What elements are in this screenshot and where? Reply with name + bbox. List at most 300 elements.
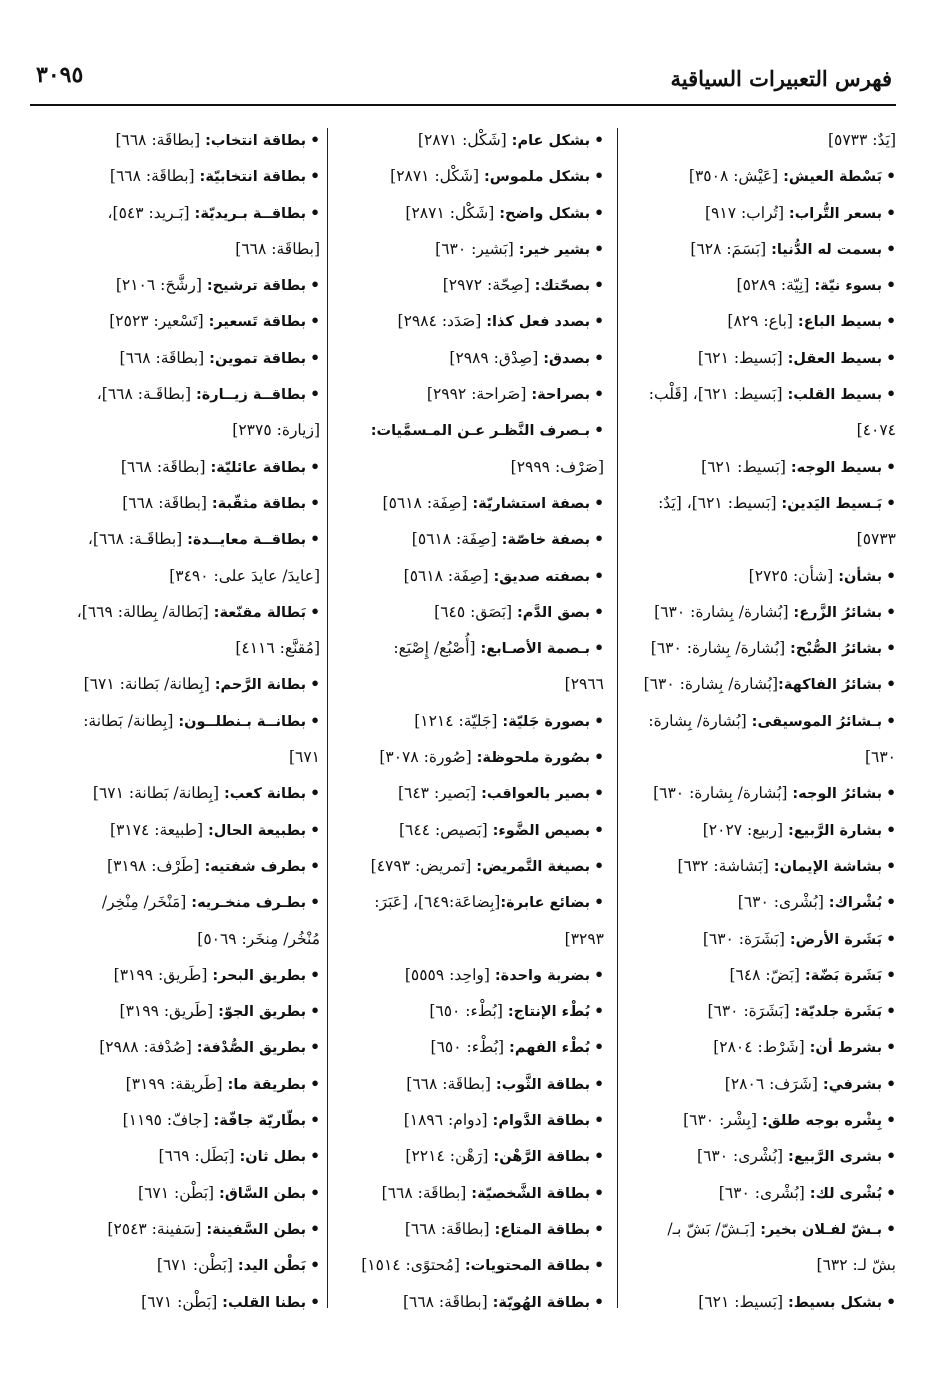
entry-term: بطن السَّاق: [219,1185,307,1202]
entry-term: بصُورة ملحوظة: [476,750,591,767]
entry-term: بصق الدَّم: [517,604,591,621]
index-entry [624,703,896,739]
entry-reference: [بَسيط: ٦٢١] [697,348,788,367]
index-entry [624,303,896,339]
entry-bullet: • [594,710,604,730]
entry-reference: [صِدْق: ٢٩٨٩] [449,348,544,367]
entry-bullet: • [886,456,896,476]
entry-term: بسيط القلب: [787,387,883,404]
entry-bullet: • [310,1182,320,1202]
entry-reference: [بَسيط: ٦٢١] [701,457,791,476]
index-entry [32,848,320,884]
index-entry [32,1066,320,1102]
entry-reference: [بَضّ: ٦٤٨] [729,965,805,984]
entry-term: بَشَرة الأرض: [789,931,883,948]
entry-term: بشرى الرَّبيع: [788,1149,883,1166]
index-entry [32,957,320,993]
entry-bullet: • [594,420,604,440]
entry-reference: [بطاقَة: ٦٦٨] [119,348,210,367]
entry-reference: [شَكْل: ٢٨٧١] [390,167,484,186]
entry-bullet: • [886,238,896,258]
entry-bullet: • [594,311,604,331]
entry-bullet: • [310,1255,320,1275]
entry-reference: [مُحتوًى: ١٥١٤] [361,1256,465,1275]
index-entry-continuation [32,231,320,267]
entry-reference: بشّ لـ: ٦٣٢] [816,1256,896,1275]
entry-term: بطاقة الرَّهْن: [493,1149,591,1166]
entry-term: بصدق: [543,350,591,367]
index-entry [32,1029,320,1065]
entry-reference: [واحِد: ٥٥٥٩] [404,965,495,984]
entry-term: بشكل ملموس: [483,169,591,186]
entry-reference: [صَدَد: ٢٩٨٤] [397,312,487,331]
entry-term: بطاقــة معايــدة: [187,532,307,549]
entry-reference: [بطاقَة: ٦٦٨] [109,167,200,186]
entry-reference: [طَرْف: ٣١٩٨] [107,856,205,875]
entry-term: بضائع عابرة: [500,895,591,912]
entry-bullet: • [886,783,896,803]
entry-reference: [مُقنَّع: ٤١١٦] [235,639,320,658]
entry-reference: [بَشَرَة: ٦٣٠] [702,929,790,948]
entry-bullet: • [310,275,320,295]
entry-reference: [شَرَف: ٢٨٠٦] [724,1074,823,1093]
entry-reference: [طَريق: ٣١٩٩] [113,965,213,984]
entry-reference: [سَفينة: ٢٥٤٣] [107,1219,207,1238]
entry-bullet: • [594,1255,604,1275]
index-entry [624,884,896,920]
entry-term: بصراحة: [531,387,591,404]
entry-reference: [بِطانة/ بَطانة: ٦٧١] [83,675,215,694]
entry-term: بطانــة بـنطلــون: [178,713,307,730]
entry-reference: [تَسْعير: ٢٥٢٣] [109,312,209,331]
entry-reference: ٥٧٣٣] [856,530,896,549]
entry-reference: [باع: ٨٢٩] [727,312,798,331]
entry-term: بطانة الرَّحم: [214,677,307,694]
index-entry [624,1138,896,1174]
index-entry [624,267,896,303]
entry-reference: [بطاقَة: ٦٦٨] [235,239,320,258]
entry-reference: [بُطْء: ٦٥٠] [430,1038,510,1057]
entry-bullet: • [886,202,896,222]
index-entry [624,195,896,231]
entry-term: بصدد فعل كذا: [486,314,591,331]
entry-reference: ٦٧١] [288,748,320,767]
index-entry [32,485,320,521]
index-entry [32,884,320,920]
entry-term: بُطْء الإنتاج: [507,1004,591,1021]
entry-reference: [بَسَمَ: ٦٢٨] [690,239,772,258]
entry-term: بطاقة المحتويات: [464,1258,591,1275]
index-entry [336,376,604,412]
entry-reference: [بَسيط: ٦٢١] [698,1292,788,1311]
entry-bullet: • [886,275,896,295]
entry-reference: [جافّ: ١١٩٥] [122,1111,214,1130]
index-entry [32,158,320,194]
index-entry [32,1284,320,1313]
entry-reference: [بَطْن: ٦٧١] [141,1292,223,1311]
index-entry [32,703,320,739]
entry-term: بطاقــة زيــارة: [195,387,307,404]
index-entry-continuation [336,921,604,957]
index-entry-continuation [624,521,896,557]
entry-term: بصير بالعواقب: [481,786,591,803]
entry-term: بسمت له الدُّنيا: [771,241,883,258]
entry-bullet: • [594,565,604,585]
entry-term: بَشَرة بَضّة: [804,967,883,984]
entry-bullet: • [310,202,320,222]
entry-bullet: • [886,855,896,875]
index-entry [32,1247,320,1283]
entry-reference: [رَهْن: ٢٢١٤] [405,1147,494,1166]
entry-term: بضربة واحدة: [494,967,591,984]
entry-term: بشارة الرَّبيع: [787,822,883,839]
entry-reference: [بَصيص: ٦٤٤] [398,820,493,839]
index-entry [624,848,896,884]
index-entry [32,1138,320,1174]
entry-bullet: • [310,1218,320,1238]
index-entry [336,703,604,739]
entry-term: بَسْطة العيش: [783,169,883,186]
entry-bullet: • [886,928,896,948]
entry-bullet: • [886,819,896,839]
entry-bullet: • [310,892,320,912]
entry-bullet: • [886,1182,896,1202]
entry-reference: [تمريض: ٤٧٩٣] [370,856,477,875]
entry-bullet: • [310,1001,320,1021]
index-entry [624,957,896,993]
entry-term: بسيط العقل: [787,350,883,367]
index-entry [624,340,896,376]
index-entry [336,412,604,448]
entry-bullet: • [310,601,320,621]
entry-bullet: • [886,1110,896,1130]
index-entry [336,122,604,158]
entry-term: بسيط الوجه: [790,459,883,476]
index-entry [336,1066,604,1102]
entry-bullet: • [594,1291,604,1311]
entry-bullet: • [594,166,604,186]
entry-reference: ٣٢٩٣] [564,929,604,948]
entry-term: بشرط أن: [809,1040,883,1057]
entry-bullet: • [886,710,896,730]
entry-term: بسعر التُّراب: [788,205,883,222]
index-entry-continuation [624,739,896,775]
index-entry [336,1211,604,1247]
entry-bullet: • [594,529,604,549]
entry-term: بطاقة المتاع: [494,1221,591,1238]
entry-term: بطاقة تَسعير: [208,314,307,331]
entry-bullet: • [594,1073,604,1093]
index-entry [336,1102,604,1138]
entry-bullet: • [886,347,896,367]
index-entry [336,558,604,594]
entry-term: بطاقة تموين: [209,350,307,367]
entry-bullet: • [594,1146,604,1166]
entry-reference: [تُراب: ٩١٧] [704,203,789,222]
entry-reference: [بطاقَة: ٦٦٨] [122,493,212,512]
entry-reference: [بَـشّ/ بَشّ بـ/ [667,1219,761,1238]
index-entry [336,957,604,993]
entry-bullet: • [310,347,320,367]
entry-reference: [بطاقَة: ٦٦٨] [404,1219,495,1238]
entry-bullet: • [594,384,604,404]
entry-reference: [نِيّة: ٥٢٨٩] [736,276,815,295]
entry-bullet: • [310,783,320,803]
entry-reference: [بِطانة/ بَطانة: ٦٧١] [92,784,224,803]
entry-term: بشائرُ الصُّبْح: [790,641,883,658]
index-entry [32,1175,320,1211]
index-entry [336,739,604,775]
index-entry [624,666,896,702]
index-entry-continuation [624,412,896,448]
entry-term: بطريق الصُّدْفة: [196,1040,307,1057]
entry-term: بـصمة الأصـابع: [480,641,591,658]
entry-reference: [صِحّة: ٢٩٧٢] [442,276,535,295]
entry-bullet: • [594,1182,604,1202]
entry-bullet: • [310,492,320,512]
entry-term: بشكل واضح: [499,205,591,222]
index-entry [336,812,604,848]
entry-reference: [بطاقَـة: ٦٦٨]، [96,385,196,404]
entry-term: بسيط الباع: [797,314,883,331]
entry-term: بطاقة الهُويّة: [492,1294,591,1311]
index-entry [32,521,320,557]
entry-reference: [صِفَة: ٥٦١٨] [403,566,494,585]
index-entry [336,884,604,920]
entry-bullet: • [594,855,604,875]
entry-term: بشائرُ الزَّرع: [793,604,883,621]
entry-reference: [زيارة: ٢٣٧٥] [232,421,320,440]
entry-term: بطريق الجوّ: [218,1004,307,1021]
entry-bullet: • [310,130,320,149]
running-header-title: فهرس التعبيرات السياقية [670,66,892,91]
index-entry [32,340,320,376]
entry-reference: [بُشارة/ بِشارة: ٦٣٠] [650,639,791,658]
entry-reference: [طبيعة: ٣١٧٤] [109,820,208,839]
entry-reference: [طَريقة: ٣١٩٩] [125,1074,228,1093]
index-entry [32,594,320,630]
index-entry-continuation [32,412,320,448]
index-entry [336,303,604,339]
entry-reference: [بُشْرى: ٦٣٠] [737,893,829,912]
entry-term: بطاقة الدَّوام: [492,1113,591,1130]
entry-bullet: • [310,674,320,694]
entry-term: بصيص الضَّوء: [492,822,591,839]
index-entry-continuation [32,558,320,594]
index-entry [624,485,896,521]
entry-reference: [بُشارة/ بِشارة: ٦٣٠] [654,602,794,621]
entry-reference: [صِفَة: ٥٦١٨] [411,530,502,549]
entry-bullet: • [886,492,896,512]
entry-bullet: • [594,202,604,222]
index-entry-continuation [32,630,320,666]
column-divider [617,128,618,1308]
entry-bullet: • [886,964,896,984]
index-entry [336,594,604,630]
index-entry [32,775,320,811]
entry-reference: مُنْخُر/ مِنخَر: ٥٠٦٩] [197,929,320,948]
entry-reference: [عَيْش: ٣٥٠٨] [688,167,784,186]
entry-bullet: • [594,347,604,367]
index-entry-continuation [32,739,320,775]
index-entry [624,921,896,957]
index-column-1 [624,122,896,1312]
entry-term: بشائرُ الوجه: [792,786,883,803]
entry-bullet: • [594,275,604,295]
entry-term: بَشَرة جلديّة: [794,1004,883,1021]
entry-reference: [شَكْل: ٢٨٧١] [417,131,512,149]
entry-bullet: • [886,1073,896,1093]
entry-term: بـشائرُ الموسيقى: [751,713,883,730]
entry-term: بَطْن اليد: [237,1258,307,1275]
index-entry [624,775,896,811]
index-entry-continuation [624,122,896,158]
entry-bullet: • [310,384,320,404]
entry-term: بطاقــة بـريديّة: [194,205,307,222]
entry-term: بَـسيط اليَدين: [781,495,883,512]
index-entry [624,1175,896,1211]
entry-term: بطانة كعب: [224,786,307,803]
entry-reference: [بُشارة/ بِشارة: ٦٣٠] [653,784,793,803]
header-rule [30,104,896,106]
entry-reference: ٢٩٦٦] [564,675,604,694]
entry-term: بشاشة الإيمان: [773,858,883,875]
index-entry [32,376,320,412]
entry-reference: [بِشْر: ٦٣٠] [683,1111,762,1130]
entry-term: بشكل عام: [511,133,591,149]
entry-reference: [بطاقَة: ٦٦٨] [406,1074,496,1093]
entry-term: بُطْء الفهم: [509,1040,591,1057]
entry-term: بطنا القلب: [222,1294,307,1311]
entry-bullet: • [594,130,604,149]
entry-term: بصورة جَليّة: [502,713,591,730]
entry-reference: [بَطالة/ بِطالة: ٦٦٩]، [76,602,214,621]
index-entry [624,376,896,412]
entry-bullet: • [886,1291,896,1311]
index-entry [624,993,896,1029]
entry-reference: [بَطَل: ٦٦٩] [158,1147,240,1166]
entry-bullet: • [886,384,896,404]
index-entry [32,449,320,485]
entry-reference: [بَسيط: ٦٢١]، [قَلْب: [648,385,788,404]
index-entry [336,231,604,267]
entry-reference: [بَطْن: ٦٧١] [138,1183,220,1202]
entry-term: بِشْره بوجه طلق: [761,1113,883,1130]
entry-bullet: • [594,601,604,621]
entry-bullet: • [310,1291,320,1311]
entry-term: بسوء نيّة: [814,278,883,295]
entry-term: بَطالة مقنّعة: [213,604,307,621]
entry-bullet: • [886,166,896,186]
entry-reference: [بطاقَة: ٦٦٨] [115,131,206,149]
index-entry [624,1066,896,1102]
entry-reference: [عايدَ/ عايدَ على: ٣٤٩٠] [169,566,320,585]
index-entry [624,812,896,848]
index-entry [336,267,604,303]
entry-bullet: • [886,1001,896,1021]
entry-bullet: • [886,565,896,585]
index-entry [624,1029,896,1065]
entry-reference: [بَشَرَة: ٦٣٠] [707,1002,795,1021]
entry-term: بصيغة التَّمريض: [476,858,591,875]
entry-term: بطـرف منخـريه: [191,895,307,912]
index-entry [336,993,604,1029]
entry-reference: [ربيع: ٢٠٢٧] [702,820,788,839]
index-entry [336,848,604,884]
entry-reference: [بَسيط: ٦٢١]، [يَدٌ: [658,493,782,512]
entry-term: بطاقة الثَّوب: [495,1076,591,1093]
entry-bullet: • [594,1218,604,1238]
index-entry-continuation [336,449,604,485]
entry-reference: [رشَّحَ: ٢١٠٦] [115,276,207,295]
entry-bullet: • [310,964,320,984]
entry-reference: [جَليّة: ١٢١٤] [414,711,503,730]
entry-bullet: • [594,892,604,912]
entry-reference: [صِفَة: ٥٦١٨] [382,493,473,512]
index-entry-continuation [624,1247,896,1283]
entry-term: بُشْرى لك: [809,1185,883,1202]
entry-bullet: • [594,1001,604,1021]
entry-term: بشائرُ الفاكهة: [778,677,883,694]
entry-reference: [بَطْن: ٦٧١] [156,1256,238,1275]
entry-term: بصفة خاصّة: [501,532,591,549]
entry-reference: [بِضاعَة:٦٤٩]، [عَبَرَ: [374,893,501,912]
column-divider [327,128,328,1308]
entry-bullet: • [886,674,896,694]
entry-bullet: • [310,1110,320,1130]
entry-bullet: • [594,638,604,658]
index-entry [32,303,320,339]
entry-bullet: • [310,819,320,839]
entry-term: بطرف شفتيه: [204,858,307,875]
entry-bullet: • [886,311,896,331]
entry-reference: [شأن: ٢٧٢٥] [748,566,839,585]
index-entry [336,521,604,557]
entry-bullet: • [594,747,604,767]
entry-term: بـصرف النَّظـر عـن المـسمَّيات: [370,423,591,440]
index-entry [32,812,320,848]
index-entry [336,1175,604,1211]
entry-bullet: • [886,892,896,912]
index-entry [336,775,604,811]
index-entry [624,231,896,267]
index-entry [624,449,896,485]
index-entry [336,630,604,666]
entry-bullet: • [594,783,604,803]
entry-reference: [بَصير: ٦٤٣] [397,784,482,803]
entry-bullet: • [594,238,604,258]
entry-bullet: • [310,855,320,875]
entry-term: بطاقة مثقّبة: [211,495,307,512]
index-entry [336,1284,604,1313]
entry-reference: [بَصَق: ٦٤٥] [434,602,517,621]
entry-bullet: • [594,1110,604,1130]
entry-term: بصفة استشاريّة: [472,495,591,512]
entry-reference: [صَراحة: ٢٩٩٢] [426,385,532,404]
entry-reference: [بُطْء: ٦٥٠] [429,1002,508,1021]
entry-reference: [طَريق: ٣١٩٩] [119,1002,219,1021]
index-entry [624,158,896,194]
index-entry [624,1211,896,1247]
entry-bullet: • [310,529,320,549]
entry-bullet: • [310,1146,320,1166]
entry-bullet: • [886,638,896,658]
entry-reference: [أُصْبُع/ إِصْبَع: [393,639,481,658]
entry-bullet: • [310,1073,320,1093]
entry-term: بطن السَّفينة: [206,1221,307,1238]
entry-reference: [بطاقَة: ٦٦٨] [402,1292,493,1311]
entry-term: بطريقة ما: [227,1076,307,1093]
